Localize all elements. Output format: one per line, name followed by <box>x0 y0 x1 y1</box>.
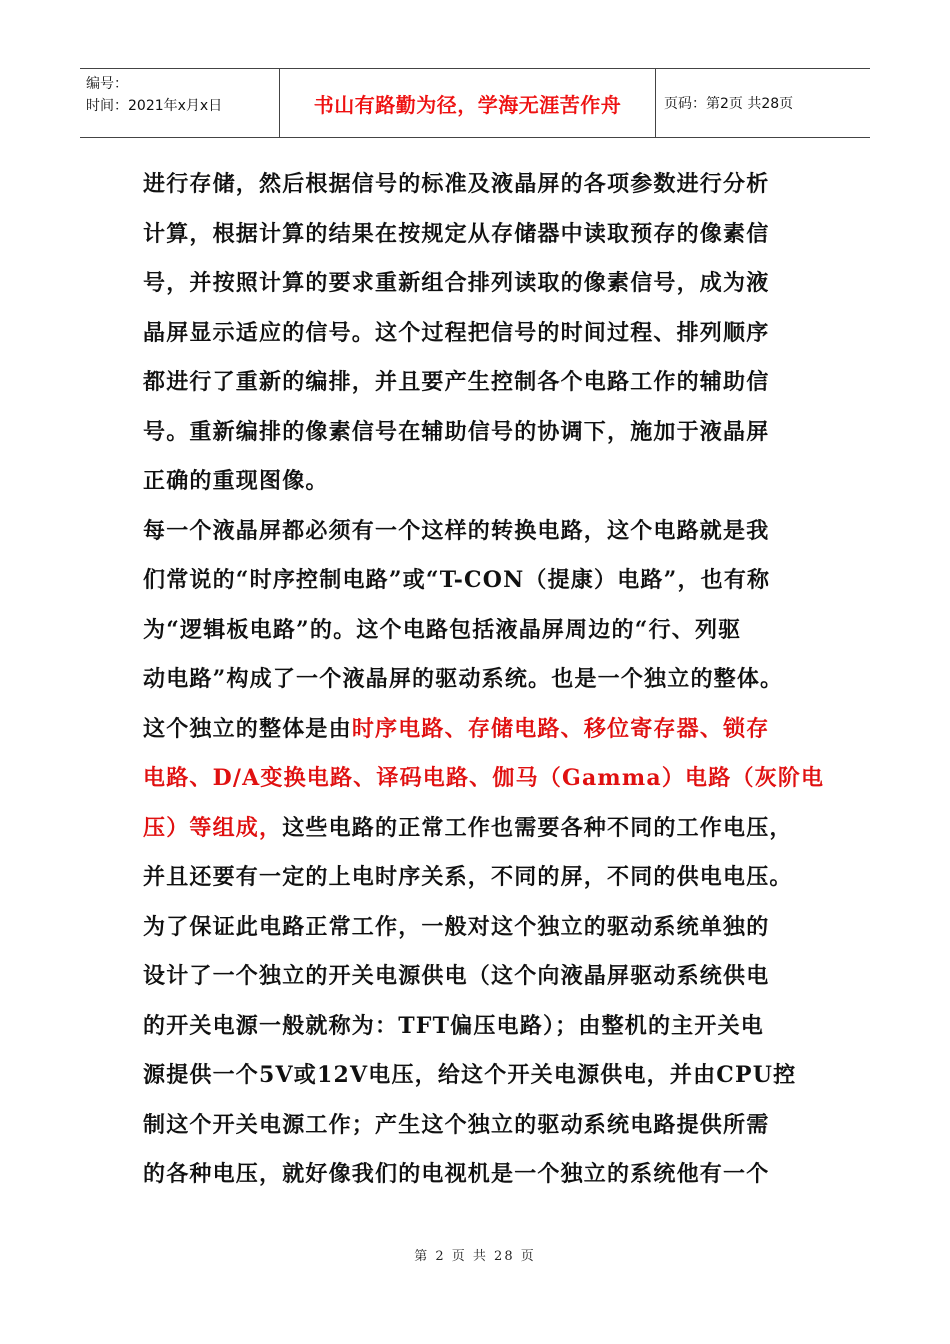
text-segment: 晶屏显示适应的信号。这个过程把信号的时间过程、排列顺序 <box>143 319 770 346</box>
text-segment: 源提供一个5V或12V电压，给这个开关电源供电，并由CPU控 <box>143 1062 797 1088</box>
text-segment: 号。重新编排的像素信号在辅助信号的协调下，施加于液晶屏 <box>143 418 770 445</box>
text-segment: 们常说的“时序控制电路”或“T-CON（提康）电路”，也有称 <box>143 567 771 593</box>
text-segment: 进行存储，然后根据信号的标准及液晶屏的各项参数进行分析 <box>143 171 770 197</box>
text-segment: 制这个开关电源工作；产生这个独立的驱动系统电路提供所需 <box>143 1111 770 1138</box>
text-line <box>143 1051 823 1101</box>
text-segment: 设计了一个独立的开关电源供电（这个向液晶屏驱动系统供电 <box>143 963 770 989</box>
text-line <box>143 754 823 804</box>
text-line <box>143 358 823 408</box>
text-segment: 的开关电源一般就称为：TFT偏压电路）；由整机的主开关电 <box>143 1012 764 1039</box>
text-segment: 这些电路的正常工作也需要各种不同的工作电压， <box>282 814 793 841</box>
highlighted-text: 时序电路、存储电路、移位寄存器、锁存 <box>351 715 770 742</box>
page-footer: 第 2 页 共 28 页 <box>414 1249 536 1264</box>
text-segment: 都进行了重新的编排，并且要产生控制各个电路工作的辅助信 <box>143 369 770 395</box>
text-line <box>143 259 823 309</box>
text-segment: 号，并按照计算的要求重新组合排列读取的像素信号，成为液 <box>143 270 770 296</box>
text-line <box>143 655 823 705</box>
text-line <box>143 556 823 606</box>
highlighted-text: 压）等组成， <box>143 814 283 841</box>
header-meta <box>80 69 280 137</box>
text-segment: 动电路”构成了一个液晶屏的驱动系统。也是一个独立的整体。 <box>143 666 784 692</box>
highlighted-text: 电路、D/A变换电路、译码电路、伽马（Gamma）电路（灰阶电 <box>143 765 825 791</box>
text-line <box>143 457 823 507</box>
text-line <box>143 408 823 458</box>
number-label: 编号： <box>86 76 128 92</box>
text-line <box>143 210 823 260</box>
text-segment: 每一个液晶屏都必须有一个这样的转换电路，这个电路就是我 <box>143 517 770 544</box>
text-line <box>143 1002 823 1052</box>
text-line <box>143 507 823 557</box>
text-segment: 正确的重现图像。 <box>143 468 329 494</box>
text-segment: 为“逻辑板电路”的。这个电路包括液晶屏周边的“行、列驱 <box>143 616 742 643</box>
text-segment: 为了保证此电路正常工作，一般对这个独立的驱动系统单独的 <box>143 913 770 940</box>
text-line <box>143 606 823 656</box>
text-segment: 的各种电压，就好像我们的电视机是一个独立的系统他有一个 <box>143 1161 770 1187</box>
page-header <box>80 68 870 138</box>
text-line <box>143 804 823 854</box>
text-line <box>143 1150 823 1200</box>
date-label: 时间：2021年x月x日 <box>86 98 223 114</box>
text-line <box>143 309 823 359</box>
header-page-info: 页码：第2页 共28页 <box>664 96 794 112</box>
header-motto: 书山有路勤为径，学海无涯苦作舟 <box>280 69 656 137</box>
text-line <box>143 705 823 755</box>
text-segment: 计算，根据计算的结果在按规定从存储器中读取预存的像素信 <box>143 220 770 247</box>
text-segment: 这个独立的整体是由 <box>143 715 352 742</box>
text-line <box>143 1101 823 1151</box>
document-body <box>143 160 823 1200</box>
text-line <box>143 853 823 903</box>
text-line <box>143 952 823 1002</box>
text-line <box>143 903 823 953</box>
text-segment: 并且还要有一定的上电时序关系，不同的屏，不同的供电电压。 <box>143 864 793 890</box>
text-line <box>143 160 823 210</box>
